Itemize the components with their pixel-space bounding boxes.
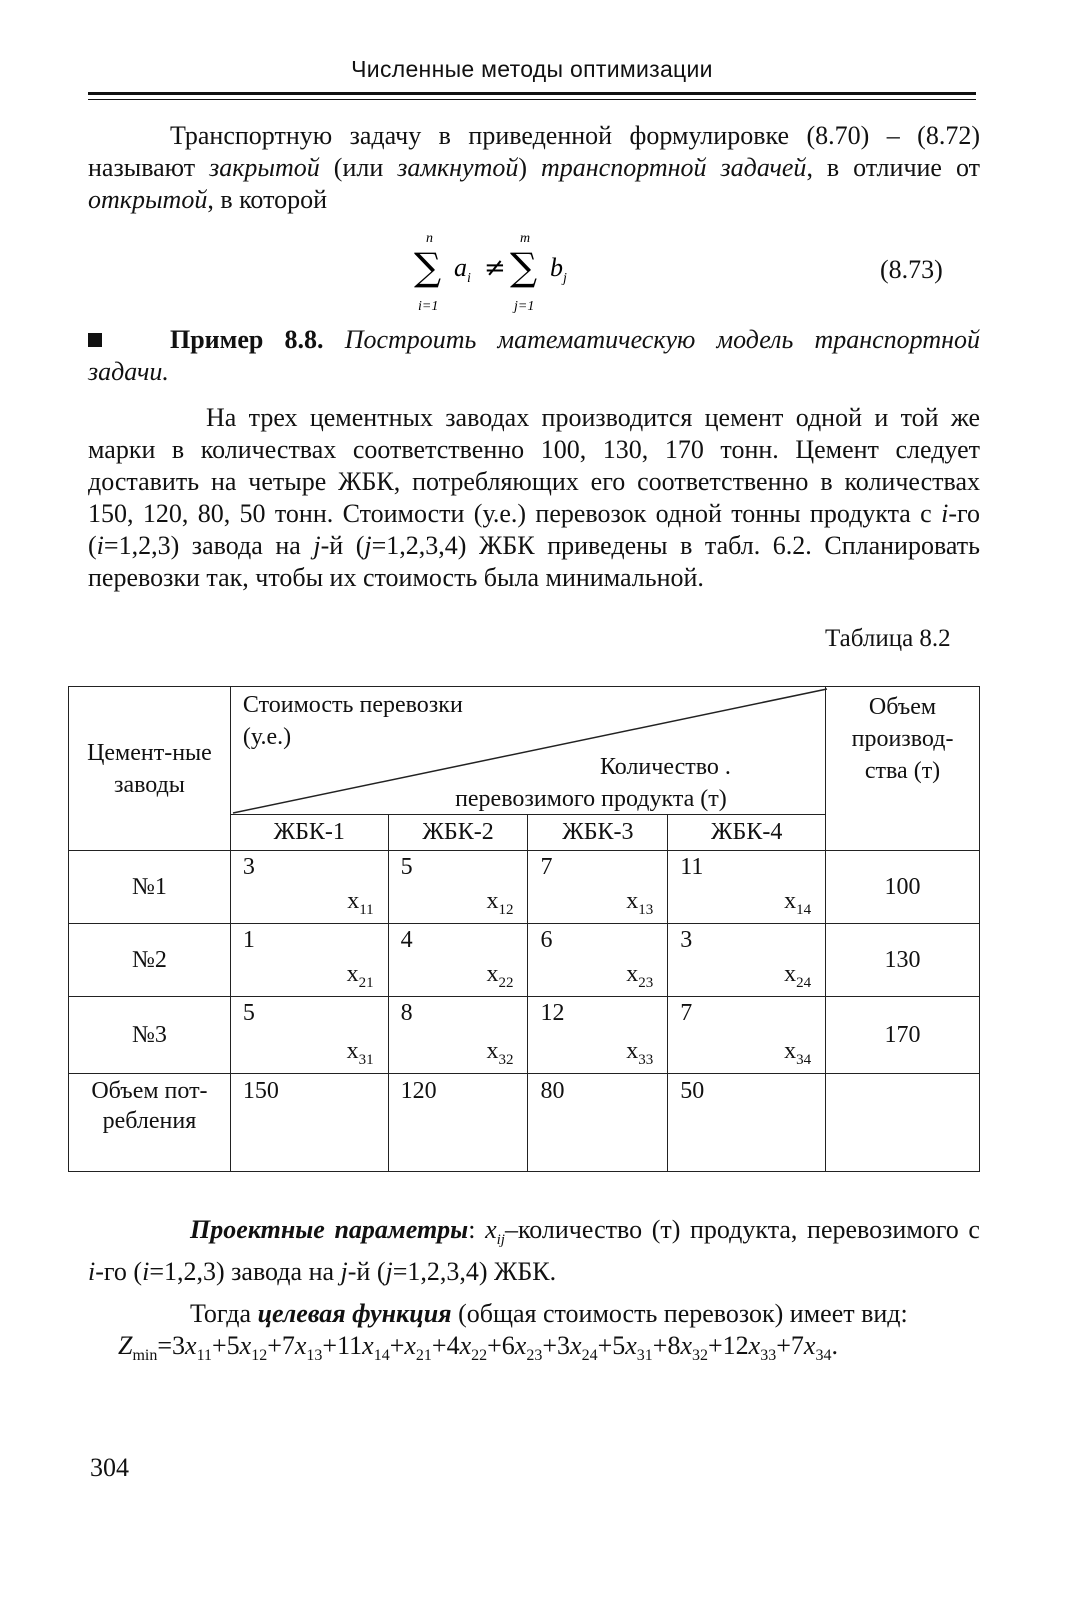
equals-sign: = xyxy=(157,1331,173,1360)
col-header-zhbk4: ЖБК-4 xyxy=(668,815,826,851)
var-x: x xyxy=(570,1331,582,1360)
objective-term xyxy=(667,1331,723,1365)
var-j: j xyxy=(313,531,321,560)
table-row xyxy=(69,924,980,997)
z-sub: min xyxy=(132,1347,158,1365)
var-sub: ij xyxy=(496,1232,505,1249)
term-a: a xyxy=(454,253,467,282)
period: . xyxy=(831,1331,838,1360)
para4-text: (общая стоимость перевозок) имеет вид: xyxy=(451,1299,908,1328)
diag-top-line2: (у.е.) xyxy=(242,724,292,750)
var-x: x xyxy=(185,1331,197,1360)
table-caption: Таблица 8.2 xyxy=(825,625,951,652)
var-x: x xyxy=(346,961,359,988)
var-sub: 31 xyxy=(358,1052,374,1068)
var-x: x xyxy=(486,1038,499,1065)
var-x: x xyxy=(784,1038,797,1065)
plus-sign: + xyxy=(322,1331,338,1360)
diagonal-header-cell xyxy=(230,687,825,815)
diag-bottom-line1: Количество . xyxy=(599,754,731,780)
production-value: 100 xyxy=(826,851,980,924)
var-sub: 11 xyxy=(359,902,374,918)
consumption-value: 50 xyxy=(668,1074,826,1172)
var-sub: 24 xyxy=(581,1347,598,1365)
para3-text: -го ( xyxy=(95,1257,143,1287)
objective-term xyxy=(612,1331,668,1365)
para3-text: =1,2,3,4) ЖБК. xyxy=(392,1257,557,1287)
plus-sign: + xyxy=(542,1331,558,1360)
var-sub: 34 xyxy=(815,1347,832,1365)
var-x: x xyxy=(404,1331,416,1360)
objective-formula xyxy=(118,1331,838,1365)
sum1-upper: n xyxy=(426,231,433,246)
consumption-value: 120 xyxy=(388,1074,528,1172)
cost-value: 12 xyxy=(540,1000,565,1026)
consumption-value: 80 xyxy=(528,1074,668,1172)
var-sub: 22 xyxy=(471,1347,488,1365)
objective-term xyxy=(337,1331,405,1365)
term-coefficient: 6 xyxy=(501,1331,515,1360)
var-x: x xyxy=(803,1331,816,1360)
cost-value: 1 xyxy=(242,927,255,953)
term-coefficient: 3 xyxy=(172,1331,186,1360)
formula-8-73 xyxy=(410,228,610,318)
var-x: x xyxy=(362,1331,374,1360)
paragraph-closed-problem xyxy=(88,120,980,216)
header-rule-thick xyxy=(88,92,976,95)
plant-name: №2 xyxy=(69,924,231,997)
col-header-zhbk1: ЖБК-1 xyxy=(230,815,388,851)
consumption-value: 150 xyxy=(230,1074,388,1172)
term-b: b xyxy=(550,253,563,282)
para1-text: , в отличие от xyxy=(806,153,980,182)
consumption-label-cell xyxy=(69,1074,231,1172)
para3-text: –количество (т) продукта, перевозимого с xyxy=(504,1215,980,1244)
var-i: i xyxy=(142,1257,150,1287)
objective-term xyxy=(501,1331,558,1365)
term-a-sub: i xyxy=(467,271,471,286)
var-x: x xyxy=(784,961,797,988)
term-open: открытой xyxy=(88,185,208,214)
term-closed-alt: замкнутой xyxy=(397,153,519,182)
var-sub: 21 xyxy=(415,1347,432,1365)
cost-value: 5 xyxy=(242,1000,255,1026)
var-j: j xyxy=(385,1257,393,1287)
var-i: i xyxy=(941,499,949,528)
term-coefficient: 3 xyxy=(557,1331,571,1360)
paragraph-problem-statement xyxy=(88,402,980,594)
consumption-row xyxy=(69,1074,980,1172)
objective-term xyxy=(446,1331,502,1365)
var-sub: 31 xyxy=(636,1347,653,1365)
term-objective-function: целевая функция xyxy=(257,1299,452,1328)
objective-term xyxy=(404,1331,447,1365)
sigma-icon: ∑ xyxy=(414,245,442,289)
transport-table xyxy=(68,686,980,1172)
plus-sign: + xyxy=(597,1331,613,1360)
plant-name: №1 xyxy=(69,851,231,924)
term-closed: закрытой xyxy=(209,153,320,182)
z-symbol: Z xyxy=(118,1331,133,1360)
term-b-sub: j xyxy=(563,271,567,286)
var-j: j xyxy=(340,1257,348,1287)
term-coefficient: 7 xyxy=(790,1331,804,1360)
sum2-lower: j=1 xyxy=(514,299,535,314)
cost-value: 7 xyxy=(680,1000,693,1026)
var-j: j xyxy=(364,531,372,560)
var-i: i xyxy=(96,531,104,560)
var-sub: 33 xyxy=(638,1052,654,1068)
term-coefficient: 5 xyxy=(612,1331,626,1360)
var-sub: 12 xyxy=(251,1347,268,1365)
sigma-icon: ∑ xyxy=(510,245,538,289)
term-coefficient: 8 xyxy=(667,1331,681,1360)
objective-term xyxy=(172,1331,227,1365)
term-coefficient: 5 xyxy=(226,1331,240,1360)
var-sub: 34 xyxy=(796,1052,812,1068)
var-x: x xyxy=(626,1038,639,1065)
term-coefficient: 4 xyxy=(446,1331,460,1360)
diag-top-text xyxy=(243,689,463,753)
var-x: x xyxy=(294,1331,307,1360)
objective-term xyxy=(722,1331,791,1365)
cost-value: 3 xyxy=(242,854,255,880)
var-sub: 14 xyxy=(373,1347,390,1365)
para2-text: -й ( xyxy=(320,531,365,560)
para2-text: -го ( xyxy=(88,499,980,560)
para2-text: На трех цементных заводах производится цемент одной и той же марки в количествах соответственно 100, 130, 170 тонн. Цемент следует доставить на четыре ЖБК, потребляющих его соответственно в количествах 150, 120, 80, 50 тонн. Стоимости (у.е.) перевозок одной тонны продукта с xyxy=(88,403,980,528)
var-x: x xyxy=(784,888,797,915)
var-sub: 24 xyxy=(796,975,812,991)
production-header-text: Объем производ-ства (т) xyxy=(851,694,954,784)
diag-bottom-line2: перевозимого продукта (т) xyxy=(455,786,727,812)
term-coefficient: 12 xyxy=(722,1331,749,1360)
running-header: Численные методы оптимизации xyxy=(351,56,713,82)
plus-sign: + xyxy=(776,1331,791,1360)
para3-text: -й ( xyxy=(347,1257,386,1287)
var-sub: 13 xyxy=(638,902,654,918)
objective-term xyxy=(790,1331,832,1365)
sum2-upper: m xyxy=(520,231,531,246)
var-sub: 11 xyxy=(196,1347,212,1365)
var-x: x xyxy=(514,1331,527,1360)
cost-value: 7 xyxy=(540,854,553,880)
production-value: 170 xyxy=(826,997,980,1074)
var-sub: 22 xyxy=(498,975,514,991)
var-sub: 23 xyxy=(638,975,654,991)
example-heading xyxy=(88,324,980,388)
cost-value: 3 xyxy=(680,927,693,953)
not-equal-icon: ≠ xyxy=(484,253,506,283)
paragraph-objective xyxy=(88,1298,980,1330)
para4-text: Тогда xyxy=(190,1299,258,1328)
table-row xyxy=(69,997,980,1074)
var-x: x xyxy=(486,961,499,988)
plus-sign: + xyxy=(431,1331,447,1360)
equation-number: (8.73) xyxy=(880,255,943,284)
plus-sign: + xyxy=(487,1331,502,1360)
var-x: x xyxy=(626,888,639,915)
term-coefficient: 11 xyxy=(337,1331,363,1360)
example-title: Построить математическую модель транспортной задачи. xyxy=(88,325,980,386)
plant-name: №3 xyxy=(69,997,231,1074)
var-x: x xyxy=(459,1331,472,1360)
var-x: x xyxy=(625,1331,637,1360)
header-rule-thin xyxy=(88,99,976,100)
plus-sign: + xyxy=(389,1331,405,1360)
corner-cell xyxy=(69,687,231,851)
sum1-lower: i=1 xyxy=(418,299,439,314)
var-sub: 23 xyxy=(526,1347,543,1365)
diag-bottom-text xyxy=(431,751,751,815)
para1-text: , в которой xyxy=(207,185,328,214)
var-sub: 33 xyxy=(760,1347,777,1365)
var-sub: 13 xyxy=(306,1347,323,1365)
production-header xyxy=(826,687,980,851)
cost-value: 6 xyxy=(540,927,553,953)
var-x: x xyxy=(485,1215,497,1244)
var-x: x xyxy=(486,888,499,915)
cost-value: 4 xyxy=(400,927,413,953)
var-i: i xyxy=(88,1257,96,1287)
page-number: 304 xyxy=(90,1453,129,1482)
plus-sign: + xyxy=(267,1331,282,1360)
paragraph-design-params xyxy=(88,1214,980,1288)
para2-text: =1,2,3) завода на xyxy=(103,531,314,560)
term-coefficient: 7 xyxy=(281,1331,295,1360)
production-value: 130 xyxy=(826,924,980,997)
para3-text: =1,2,3) завода на xyxy=(149,1257,341,1287)
para3-text: : xyxy=(468,1215,486,1244)
var-x: x xyxy=(748,1331,761,1360)
var-x: x xyxy=(680,1331,692,1360)
var-sub: 32 xyxy=(498,1052,514,1068)
var-x: x xyxy=(347,888,360,915)
col-header-zhbk2: ЖБК-2 xyxy=(388,815,528,851)
para1-text: (или xyxy=(319,153,398,182)
table-row xyxy=(69,851,980,924)
para1-text: Транспортную задачу в приведенной формулировке (8.70) – (8.72) называют xyxy=(88,121,980,182)
term-design-params: Проектные параметры xyxy=(190,1215,469,1244)
objective-terms xyxy=(172,1331,832,1365)
objective-term xyxy=(281,1331,338,1365)
cost-value: 5 xyxy=(400,854,413,880)
plus-sign: + xyxy=(708,1331,723,1360)
corner-label: Цемент-ные заводы xyxy=(87,739,212,798)
var-x: x xyxy=(346,1038,359,1065)
example-label: Пример 8.8. xyxy=(170,325,324,354)
consumption-label: Объем пот-ребления xyxy=(91,1078,208,1134)
var-sub: 14 xyxy=(796,902,812,918)
var-x: x xyxy=(239,1331,252,1360)
var-x: x xyxy=(626,961,639,988)
cost-value: 11 xyxy=(680,854,704,880)
para1-text: ) xyxy=(518,153,541,182)
objective-term xyxy=(226,1331,282,1365)
para2-text: =1,2,3,4) ЖБК приведены в табл. 6.2. Спланировать перевозки так, чтобы их стоимость была минимальной. xyxy=(88,531,980,592)
var-sub: 12 xyxy=(498,902,514,918)
plus-sign: + xyxy=(652,1331,668,1360)
cost-value: 8 xyxy=(400,1000,413,1026)
objective-term xyxy=(557,1331,613,1365)
plus-sign: + xyxy=(211,1331,227,1360)
term-transport-problem: транспортной задачей xyxy=(541,153,807,182)
diag-top-line1: Стоимость перевозки xyxy=(242,692,463,718)
var-sub: 21 xyxy=(358,975,374,991)
col-header-zhbk3: ЖБК-3 xyxy=(528,815,668,851)
var-sub: 32 xyxy=(692,1347,708,1365)
empty-cell xyxy=(826,1074,980,1172)
